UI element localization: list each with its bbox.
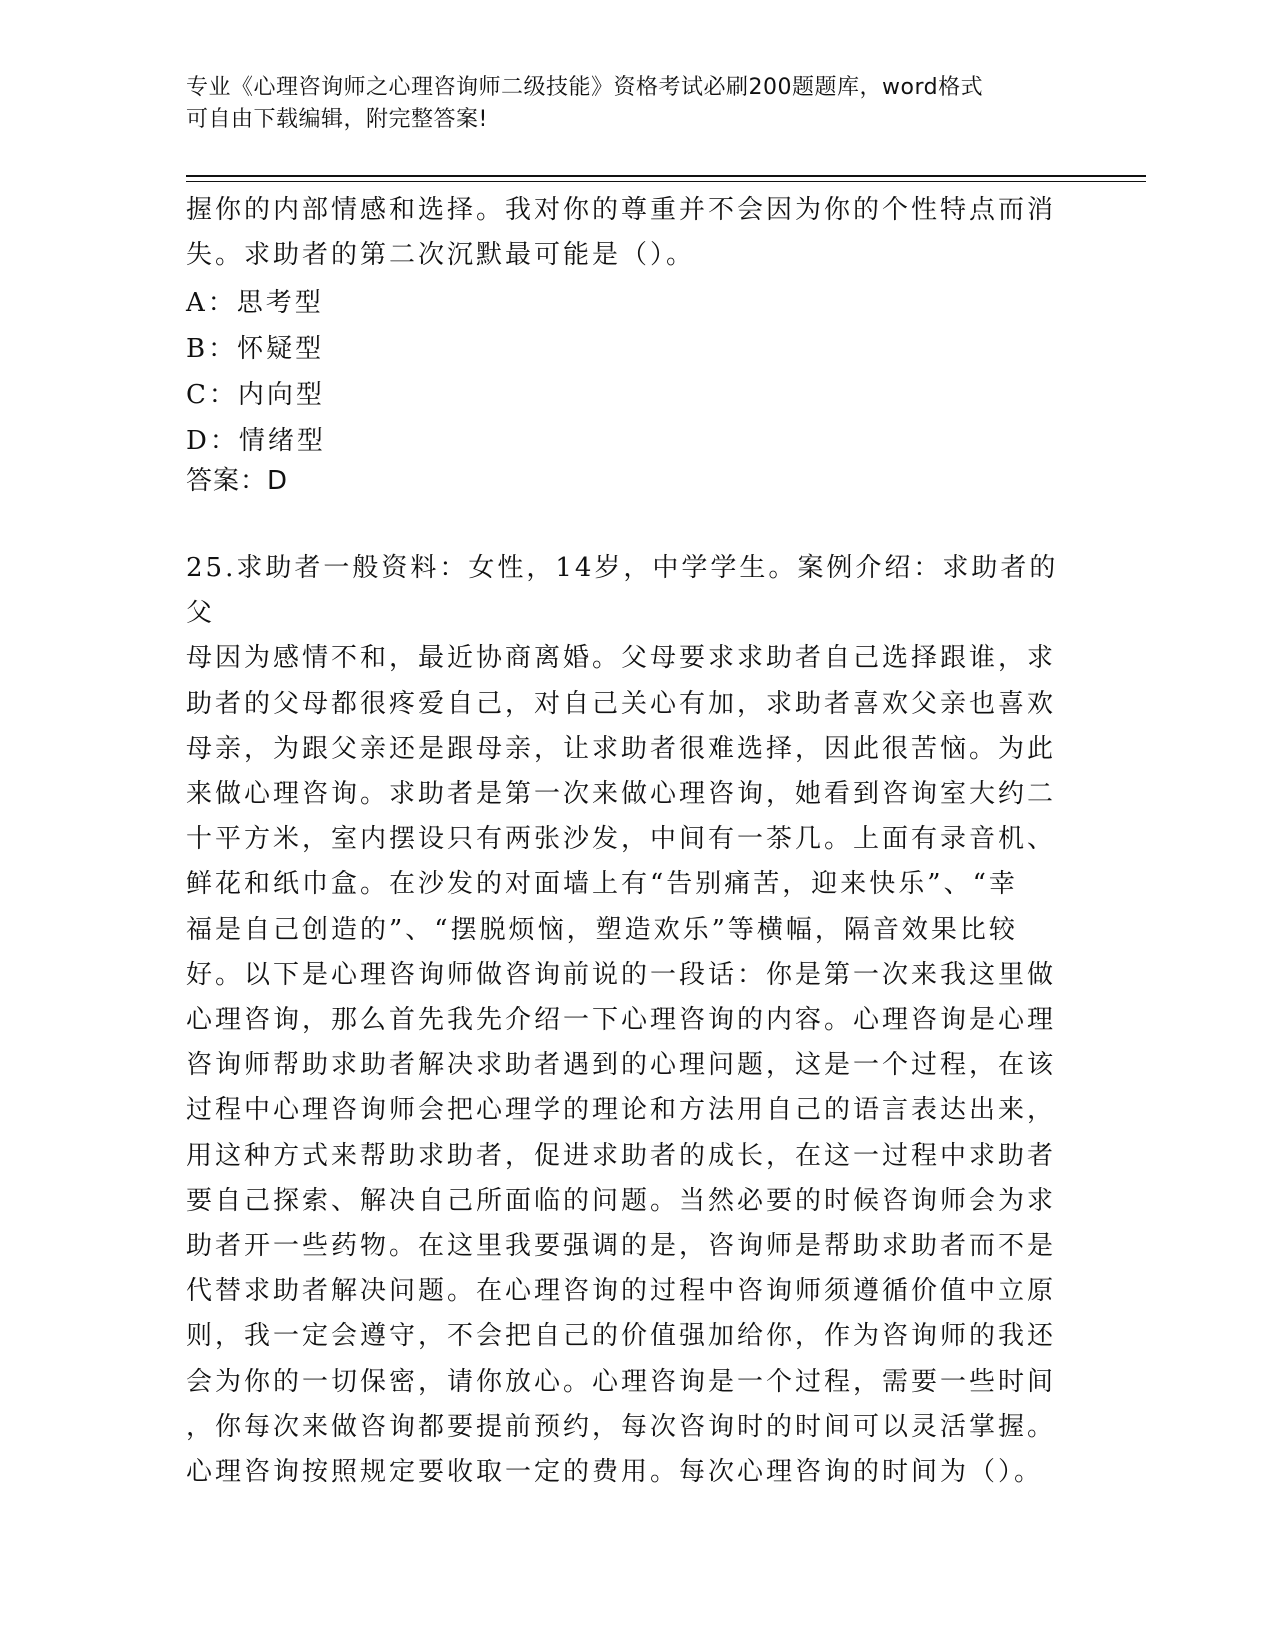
text-line: 25.求助者一般资料：女性，14岁，中学学生。案例介绍：求助者的父 — [186, 553, 1059, 629]
text-line: 心理咨询，那么首先我先介绍一下心理咨询的内容。心理咨询是心理 — [186, 1005, 1057, 1036]
header-line-2: 可自由下载编辑，附完整答案! — [186, 107, 488, 132]
text-line: 失。求助者的第二次沉默最可能是（）。 — [186, 240, 696, 270]
text-line: 助者的父母都很疼爱自己，对自己关心有加，求助者喜欢父亲也喜欢 — [186, 688, 1057, 719]
question-continued-text — [186, 188, 1086, 278]
text-line: 福是自己创造的”、“摆脱烦恼，塑造欢乐”等横幅，隔音效果比较 — [186, 914, 1018, 945]
page-header — [186, 72, 1066, 136]
text-line: 来做心理咨询。求助者是第一次来做心理咨询，她看到咨询室大约二 — [186, 779, 1057, 810]
question-25-text — [186, 546, 1076, 1495]
header-line-1: 专业《心理咨询师之心理咨询师二级技能》资格考试必刷200题题库，word格式 — [186, 75, 984, 100]
header-divider-thick — [186, 175, 1146, 177]
option-b: B：怀疑型 — [186, 334, 325, 364]
text-line: 过程中心理咨询师会把心理学的理论和方法用自己的语言表达出来， — [186, 1095, 1057, 1126]
text-line: 要自己探索、解决自己所面临的问题。当然必要的时候咨询师会为求 — [186, 1185, 1057, 1216]
text-line: 母因为感情不和，最近协商离婚。父母要求求助者自己选择跟谁，求 — [186, 643, 1057, 674]
text-line: ，你每次来做咨询都要提前预约，每次咨询时的时间可以灵活掌握。 — [186, 1411, 1057, 1442]
text-line: 用这种方式来帮助求助者，促进求助者的成长，在这一过程中求助者 — [186, 1140, 1057, 1171]
text-line: 则，我一定会遵守，不会把自己的价值强加给你，作为咨询师的我还 — [186, 1321, 1057, 1352]
text-line: 十平方米，室内摆设只有两张沙发，中间有一茶几。上面有录音机、 — [186, 824, 1057, 855]
option-d: D：情绪型 — [186, 426, 326, 456]
text-line: 代替求助者解决问题。在心理咨询的过程中咨询师须遵循价值中立原 — [186, 1276, 1057, 1307]
text-line: 握你的内部情感和选择。我对你的尊重并不会因为你的个性特点而消 — [186, 195, 1057, 225]
answer-options — [186, 280, 1086, 464]
option-c: C：内向型 — [186, 380, 325, 410]
text-line: 好。以下是心理咨询师做咨询前说的一段话：你是第一次来我这里做 — [186, 959, 1057, 990]
option-a: A：思考型 — [186, 288, 324, 318]
text-line: 母亲，为跟父亲还是跟母亲，让求助者很难选择，因此很苦恼。为此 — [186, 733, 1057, 764]
text-line: 咨询师帮助求助者解决求助者遇到的心理问题，这是一个过程，在该 — [186, 1050, 1057, 1081]
text-line: 会为你的一切保密，请你放心。心理咨询是一个过程，需要一些时间 — [186, 1366, 1057, 1397]
text-line: 心理咨询按照规定要收取一定的费用。每次心理咨询的时间为（）。 — [186, 1457, 1044, 1488]
header-divider-thin — [186, 181, 1146, 182]
text-line: 助者开一些药物。在这里我要强调的是，咨询师是帮助求助者而不是 — [186, 1231, 1057, 1262]
text-line: 鲜花和纸巾盒。在沙发的对面墙上有“告别痛苦，迎来快乐”、“幸 — [186, 869, 1018, 900]
answer-key: 答案：D — [186, 466, 289, 496]
